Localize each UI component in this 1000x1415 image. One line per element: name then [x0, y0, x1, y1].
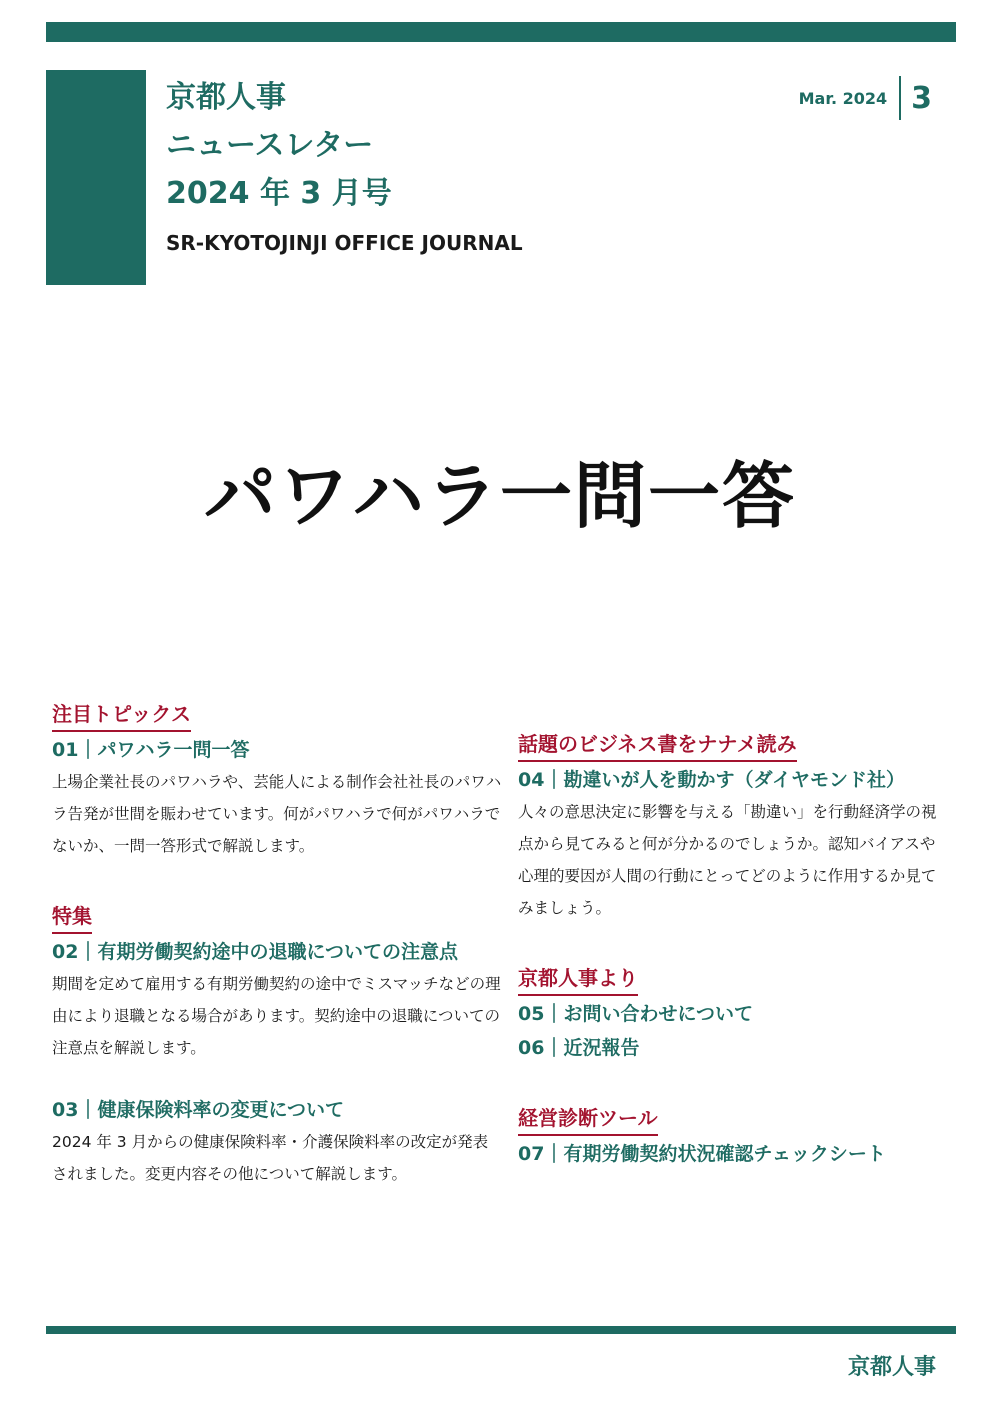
contents-left-column	[52, 700, 502, 1190]
section-business-books	[518, 730, 948, 924]
masthead-brand: 京都人事	[166, 80, 286, 115]
issue-marker	[799, 76, 932, 120]
footer-brand: 京都人事	[847, 1355, 936, 1380]
cover-headline: パワハラ一問一答	[203, 454, 796, 538]
issue-number: 3	[911, 80, 932, 116]
contents-right-column	[518, 730, 948, 1170]
article-link-02[interactable]: 02｜有期労働契約途中の退職についての注意点	[52, 941, 459, 963]
section-from-office	[518, 964, 948, 1064]
article-link-03[interactable]: 03｜健康保険料率の変更について	[52, 1099, 345, 1121]
bottom-rule	[46, 1326, 956, 1334]
section-heading: 京都人事より	[518, 964, 638, 996]
article-link-05[interactable]: 05｜お問い合わせについて	[518, 1003, 754, 1025]
section-heading: 経営診断ツール	[518, 1104, 658, 1136]
issue-date: Mar. 2024	[798, 88, 888, 108]
article-summary-03: 2024 年 3 月からの健康保険料率・介護保険料率の改定が発表されました。変更内容その他について解説します。	[52, 1133, 489, 1183]
article-summary-02: 期間を定めて雇用する有期労働契約の途中でミスマッチなどの理由により退職となる場合があります。契約途中の退職についての注意点を解説します。	[52, 975, 501, 1057]
masthead	[166, 74, 392, 218]
section-heading: 特集	[52, 902, 92, 934]
top-rule	[46, 22, 956, 42]
section-special-feature	[52, 902, 502, 1190]
section-heading: 注目トピックス	[52, 700, 191, 732]
masthead-color-block	[46, 70, 146, 285]
section-featured-topics	[52, 700, 502, 862]
masthead-publication: ニュースレター	[166, 128, 374, 163]
masthead-issue-label: 2024 年 3 月号	[166, 176, 392, 211]
article-summary-04: 人々の意思決定に影響を与える「勘違い」を行動経済学の視点から見てみると何が分かるのでしょうか。認知バイアスや心理的要因が人間の行動にとってどのように作用するか見てみましょう。	[518, 803, 937, 917]
article-link-06[interactable]: 06｜近況報告	[518, 1037, 640, 1059]
journal-name: SR-KYOTOJINJI OFFICE JOURNAL	[166, 231, 523, 255]
section-heading: 話題のビジネス書をナナメ読み	[518, 730, 797, 762]
article-link-07[interactable]: 07｜有期労働契約状況確認チェックシート	[518, 1143, 886, 1165]
article-summary-01: 上場企業社長のパワハラや、芸能人による制作会社社長のパワハラ告発が世間を賑わせています。何がパワハラで何がパワハラでないか、一問一答形式で解説します。	[52, 773, 502, 855]
article-link-04[interactable]: 04｜勘違いが人を動かす（ダイヤモンド社）	[518, 769, 906, 791]
article-link-01[interactable]: 01｜パワハラ一問一答	[52, 739, 250, 761]
section-diagnostic-tools	[518, 1104, 948, 1170]
